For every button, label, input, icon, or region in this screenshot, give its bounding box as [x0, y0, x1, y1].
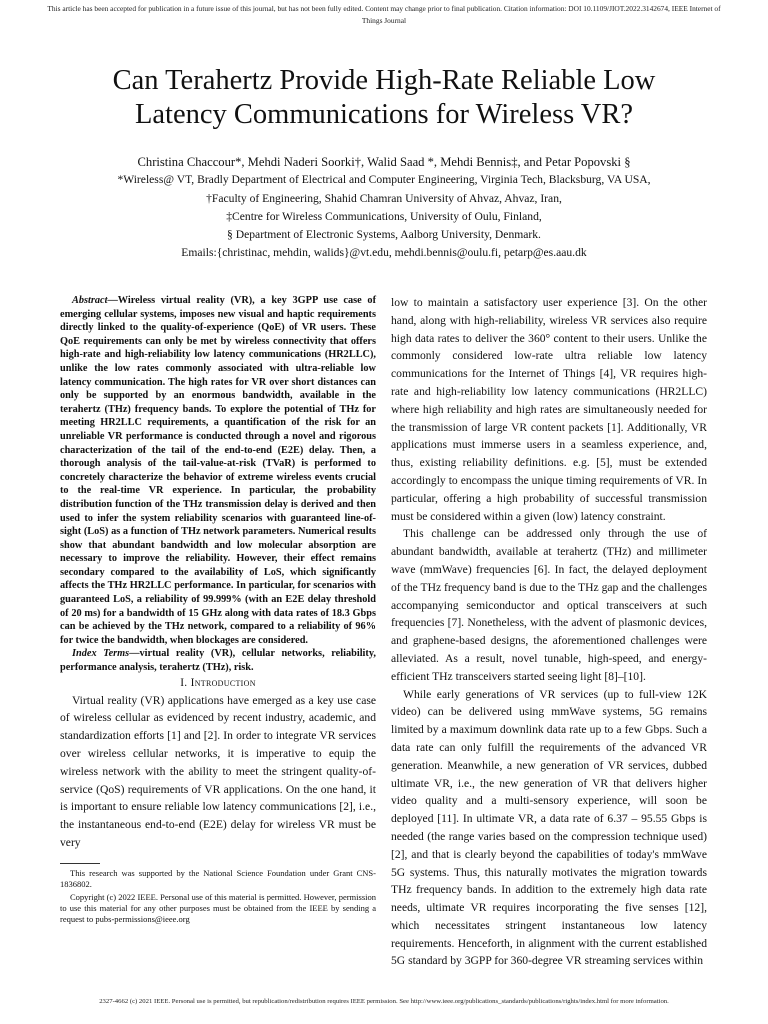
abstract-text: —Wireless virtual reality (VR), a key 3GPP use case of emerging cellular systems, imposes new visual and haptic requirements directly linked to the quality-of-experience (QoE) of VR users. These QoE requirements can only be met by wireless connectivity that offers high-rate and high-reliability low latency communications (HR2LLC), unlike the low rates commonly associated with ultra-reliable low latency communication. The high rates for VR over short distances can only be supported by an enormous bandwidth, available in the terahertz (THz) frequency bands. To explore the potential of THz for meeting HR2LLC requirements, a quantification of the risk for an unreliable VR performance is conducted through a novel and rigorous characterization of the tail of the end-to-end (E2E) delay. Then, a thorough analysis of the tail-value-at-risk (TVaR) is performed to concretely characterize the behavior of extreme wireless events crucial to the real-time VR experience. In particular, the probability distribution function of the THz transmission delay is derived and then used to infer the system reliability scenarios with guaranteed line-of-sight (LoS) as a function of THz network parameters. Numerical results show that abundant bandwidth and low molecular absorption are necessary to improve the reliability. However, their effect remains secondary compared to the availability of LoS, which significantly affects the THz HR2LLC performance. In particular, for scenarios with guaranteed LoS, a reliability of 99.999% (with an E2E delay threshold of 20 ms) for a bandwidth of 15 GHz along with data rates of 18.3 Gbps can be achieved by the THz network, compared to a reliability of 96% for twice the bandwidth, when blockages are considered. — [60, 295, 376, 646]
banner-line-2: Things Journal — [361, 16, 407, 25]
index-terms-text: —virtual reality (VR), cellular networks, reliability, performance analysis, terahertz (THz), risk. — [60, 648, 376, 674]
index-terms — [60, 647, 376, 674]
affiliation-2: †Faculty of Engineering, Shahid Chamran University of Ahvaz, Ahvaz, Iran, — [206, 191, 562, 205]
intro-paragraph-4: While early generations of VR services (up to full-view 12K video) can be delivered using mmWave systems, 5G remains limited by a maximum downlink data rate up to a few Gbps. Such a data rate can only fulfill the requirements of the advanced VR generation. Meanwhile, a new generation of VR services, dubbed ultimate VR, i.e., the new generation of VR that delivers higher video quality and a multi-sensory experience, will soon be deployed [11]. In ultimate VR, a data rate of 6.37 – 95.55 Gbps is needed (the range varies based on the compression technique used) [2], and that is clearly beyond the capabilities of today's mmWave 5G systems. Thus, this naturally motivates the migration towards THz frequency bands. In addition to the extremely high data rate needs, ultimate VR requires incorporating the five senses [12], which necessitates stringent instantaneous low latency requirements. Henceforth, in alignment with the current established 5G standard by 3GPP for 360-degree VR streaming services within — [391, 687, 707, 968]
left-column — [60, 294, 376, 852]
abstract — [60, 294, 376, 647]
copyright-footer: 2327-4662 (c) 2021 IEEE. Personal use is permitted, but republication/redistribution requires IEEE permission. See http://www.ieee.org/publications_standards/publications/rights/index.html for more information. — [99, 998, 669, 1005]
footnote-copyright: Copyright (c) 2022 IEEE. Personal use of this material is permitted. However, permission to use this material for any other purposes must be obtained from the IEEE by sending a request to pubs-permissions@ieee.org — [60, 891, 376, 925]
footnote-funding: This research was supported by the National Science Foundation under Grant CNS-1836802. — [60, 868, 376, 890]
affiliation-3: ‡Centre for Wireless Communications, University of Oulu, Finland, — [226, 209, 542, 223]
abstract-lead: Abstract — [72, 295, 108, 306]
index-terms-lead: Index Terms — [72, 648, 130, 660]
footnote-rule — [60, 863, 100, 864]
right-column — [391, 294, 707, 970]
author-emails: Emails:{christinac, mehdin, walids}@vt.edu, mehdi.bennis@oulu.fi, petarp@es.aau.dk — [181, 246, 587, 260]
paper-title — [40, 64, 728, 132]
affiliation-4: § Department of Electronic Systems, Aalborg University, Denmark. — [227, 228, 541, 242]
intro-paragraph-1: Virtual reality (VR) applications have emerged as a key use case of wireless cellular as evidenced by recent industry, academic, and standardization efforts [1] and [2]. In order to integrate VR services over wireless cellular networks, it is imperative to equip the wireless network with the ability to meet the stringent quality-of-service (QoS) requirements of VR applications. On the one hand, it is important to ensure reliable low latency communications [2], i.e., the instantaneous end-to-end (E2E) delay for wireless VR must be very — [60, 693, 376, 849]
footnotes — [60, 868, 376, 927]
journal-banner — [10, 3, 758, 27]
author-list: Christina Chaccour*, Mehdi Naderi Soorki†, Walid Saad *, Mehdi Bennis‡, and Petar Popovski § — [137, 155, 631, 169]
banner-line-1: This article has been accepted for publication in a future issue of this journal, but has not been fully edited. Content may change prior to final publication. Citation information: DOI 10.1109/JIOT.2022.3142674, IEEE Internet of — [47, 4, 721, 13]
section-heading: I. Introduction — [180, 676, 256, 689]
author-block — [40, 153, 728, 263]
title-line-2: Latency Communications for Wireless VR? — [134, 99, 634, 130]
affiliation-1: *Wireless@ VT, Bradly Department of Electrical and Computer Engineering, Virginia Tech, Blacksburg, VA USA, — [117, 173, 651, 187]
title-line-1: Can Terahertz Provide High-Rate Reliable Low — [112, 65, 656, 96]
intro-paragraph-3: This challenge can be addressed only through the use of abundant bandwidth, available at terahertz (THz) and millimeter wave (mmWave) frequencies [6]. In fact, the delayed deployment of the THz frequency band is due to the THz gap and the challenges accompanying semiconductor and optical transceivers at such frequencies [7]. Nonetheless, with the advent of plasmonic devices, and graphene-based designs, the aforementioned challenges were alleviated. As a result, novel tunable, high-speed, and energy-efficient THz transceivers started seeing light [8]–[10]. — [391, 527, 707, 683]
intro-paragraph-2: low to maintain a satisfactory user experience [3]. On the other hand, along with high-reliability, wireless VR services also require high data rates to deliver the 360° content to their users. Unlike the commonly considered low-rate ultra reliable low latency communications for the Internet of Things [4], VR requires high-rate and high-reliability low latency communications (HR2LLC) where high reliability and high rates are simultaneously needed for the transmission of large VR content packets [1]. Additionally, VR applications must immerse users in a seamless experience, and, thus, existing reliability definitions. e.g. [5], must be extended accordingly to encompass the unique timing requirements of VR. In particular, offering a high probability of successful transmission must be considered within a given (low) latency constraint. — [391, 296, 707, 523]
